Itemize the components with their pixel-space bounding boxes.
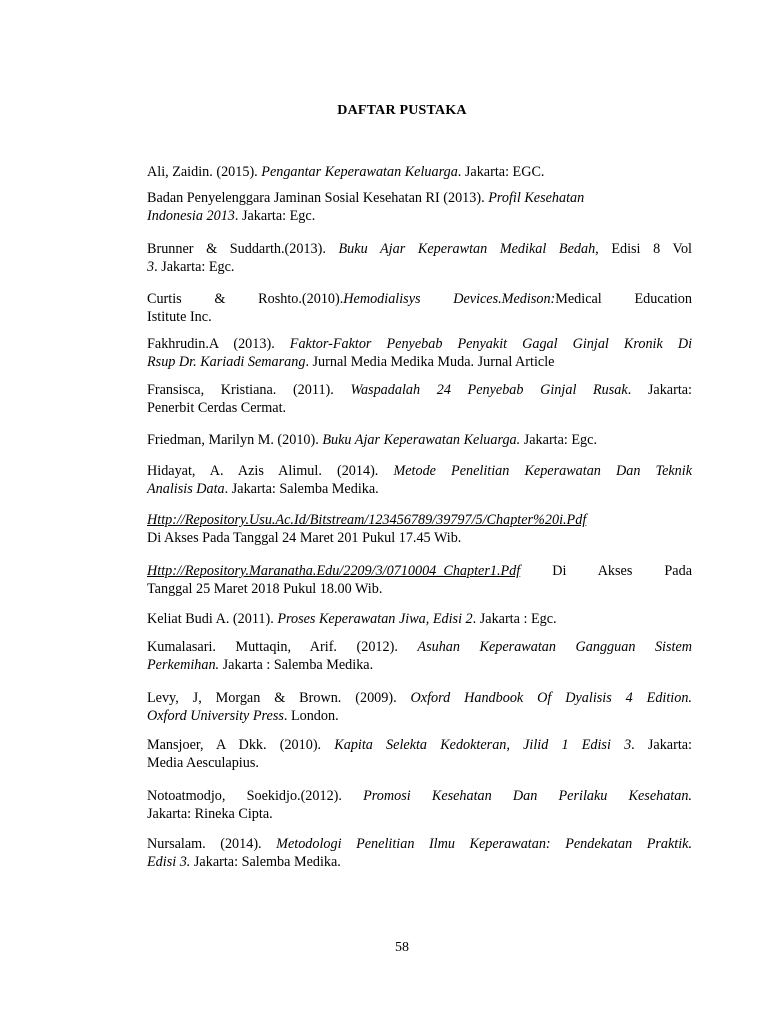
reference-first-line: [147, 189, 692, 207]
reference-italic-text: Oxford Handbook Of Dyalisis 4 Edition.: [410, 690, 692, 706]
reference-italic-text: Rsup Dr. Kariadi Semarang: [147, 354, 306, 370]
reference-text: Jakarta: Salemba Medika.: [190, 854, 341, 870]
reference-entry: [147, 610, 692, 628]
reference-continuation-line: [147, 805, 692, 823]
reference-italic-text: Waspadalah 24 Penyebab Ginjal Rusak: [350, 382, 628, 398]
reference-text: Jakarta: Rineka Cipta.: [147, 806, 273, 822]
reference-italic-text: Indonesia 2013: [147, 208, 235, 224]
reference-text: . Jakarta : Egc.: [472, 611, 557, 627]
reference-text: Brunner & Suddarth.(2013).: [147, 241, 339, 257]
reference-continuation-line: [147, 353, 692, 371]
reference-text: Jakarta: Egc.: [520, 432, 597, 448]
reference-entry: [147, 290, 692, 326]
reference-entry: [147, 462, 692, 498]
reference-text: Nursalam. (2014).: [147, 836, 277, 852]
reference-url-link[interactable]: Http://Repository.Usu.Ac.Id/Bitstream/123456789/39797/5/Chapter%20i.Pdf: [147, 512, 587, 528]
reference-continuation-line: [147, 853, 692, 871]
reference-italic-text: Profil Kesehatan: [488, 190, 585, 206]
reference-italic-text: Promosi Kesehatan Dan Perilaku Kesehatan.: [363, 788, 692, 804]
reference-continuation-line: [147, 580, 692, 598]
reference-text: . London.: [283, 708, 339, 724]
reference-continuation-line: [147, 258, 692, 276]
reference-entry: [147, 689, 692, 725]
reference-text: Ali, Zaidin. (2015).: [147, 164, 262, 180]
reference-entry: [147, 189, 692, 225]
reference-first-line: [147, 431, 692, 449]
reference-text: Keliat Budi A. (2011).: [147, 611, 278, 627]
reference-first-line: [147, 689, 692, 707]
reference-italic-text: Buku Ajar Keperawatan Keluarga.: [322, 432, 521, 448]
reference-italic-text: Asuhan Keperawatan Gangguan Sistem: [417, 639, 692, 655]
reference-text: , Edisi 8 Vol: [595, 241, 692, 257]
reference-continuation-line: [147, 754, 692, 772]
reference-text: Tanggal 25 Maret 2018 Pukul 18.00 Wib.: [147, 581, 383, 597]
reference-entry: [147, 431, 692, 449]
page-number: 58: [395, 940, 409, 955]
reference-first-line: [147, 835, 692, 853]
reference-italic-text: Buku Ajar Keperawtan Medikal Bedah: [338, 241, 596, 257]
reference-entry: [147, 736, 692, 772]
reference-first-line: [147, 638, 692, 656]
reference-text: . Jakarta: Egc.: [234, 208, 316, 224]
reference-italic-text: Pengantar Keperawatan Keluarga: [261, 164, 458, 180]
reference-first-line: [147, 736, 692, 754]
reference-text: Fransisca, Kristiana. (2011).: [147, 382, 351, 398]
reference-continuation-line: [147, 529, 692, 547]
reference-text: Friedman, Marilyn M. (2010).: [147, 432, 323, 448]
reference-entry: [147, 511, 692, 547]
reference-text: . Jurnal Media Medika Muda. Jurnal Article: [305, 354, 555, 370]
reference-entry: [147, 787, 692, 823]
reference-text: Di Akses Pada Tanggal 24 Maret 201 Pukul 17.45 Wib.: [147, 530, 462, 546]
reference-entry: [147, 381, 692, 417]
reference-entry: [147, 562, 692, 598]
reference-entry: [147, 163, 692, 181]
reference-first-line: [147, 335, 692, 353]
reference-text: Fakhrudin.A (2013).: [147, 336, 290, 352]
reference-continuation-line: [147, 399, 692, 417]
reference-italic-text: Perkemihan.: [147, 657, 220, 673]
reference-first-line: [147, 562, 692, 580]
reference-text: Levy, J, Morgan & Brown. (2009).: [147, 690, 411, 706]
reference-continuation-line: [147, 656, 692, 674]
reference-text: Curtis & Roshto.(2010).: [147, 291, 344, 307]
reference-continuation-line: [147, 308, 692, 326]
reference-continuation-line: [147, 207, 692, 225]
reference-entry: [147, 835, 692, 871]
reference-text: Di Akses Pada: [520, 563, 692, 579]
reference-italic-text: Metode Penelitian Keperawatan Dan Teknik: [393, 463, 693, 479]
reference-text: Hidayat, A. Azis Alimul. (2014).: [147, 463, 394, 479]
reference-italic-text: Metodologi Penelitian Ilmu Keperawatan: Pendekatan Praktik.: [276, 836, 692, 852]
reference-text: . Jakarta: Egc.: [154, 259, 235, 275]
reference-italic-text: Analisis Data: [147, 481, 225, 497]
reference-italic-text: Edisi 3.: [147, 854, 191, 870]
reference-continuation-line: [147, 707, 692, 725]
reference-entry: [147, 335, 692, 371]
reference-first-line: [147, 240, 692, 258]
reference-entry: [147, 240, 692, 276]
reference-text: Media Aesculapius.: [147, 755, 259, 771]
reference-text: . Jakarta: Salemba Medika.: [224, 481, 379, 497]
reference-entry: [147, 638, 692, 674]
reference-text: Istitute Inc.: [147, 309, 212, 325]
reference-italic-text: Faktor-Faktor Penyebab Penyakit Gagal Ginjal Kronik Di: [289, 336, 693, 352]
reference-text: Kumalasari. Muttaqin, Arif. (2012).: [147, 639, 418, 655]
reference-italic-text: Oxford University Press: [147, 708, 284, 724]
reference-text: . Jakarta:: [631, 737, 692, 753]
reference-italic-text: Proses Keperawatan Jiwa, Edisi 2: [277, 611, 473, 627]
reference-text: . Jakarta: EGC.: [457, 164, 545, 180]
reference-continuation-line: [147, 480, 692, 498]
reference-first-line: [147, 381, 692, 399]
reference-first-line: [147, 290, 692, 308]
reference-italic-text: Hemodialisys Devices.Medison:: [343, 291, 556, 307]
reference-url-link[interactable]: Http://Repository.Maranatha.Edu/2209/3/0710004_Chapter1.Pdf: [147, 563, 521, 579]
reference-text: Badan Penyelenggara Jaminan Sosial Kesehatan RI (2013).: [147, 190, 489, 206]
reference-italic-text: Kapita Selekta Kedokteran, Jilid 1 Edisi 3: [334, 737, 632, 753]
reference-text: Mansjoer, A Dkk. (2010).: [147, 737, 335, 753]
reference-first-line: [147, 787, 692, 805]
reference-first-line: [147, 163, 692, 181]
reference-text: Penerbit Cerdas Cermat.: [147, 400, 287, 416]
page-title: DAFTAR PUSTAKA: [337, 103, 467, 118]
reference-italic-text: 3: [147, 259, 155, 275]
reference-first-line: [147, 462, 692, 480]
reference-first-line: [147, 511, 692, 529]
reference-text: Notoatmodjo, Soekidjo.(2012).: [147, 788, 364, 804]
reference-first-line: [147, 610, 692, 628]
reference-text: Medical Education: [555, 291, 692, 307]
reference-text: Jakarta : Salemba Medika.: [219, 657, 374, 673]
reference-text: . Jakarta:: [627, 382, 693, 398]
